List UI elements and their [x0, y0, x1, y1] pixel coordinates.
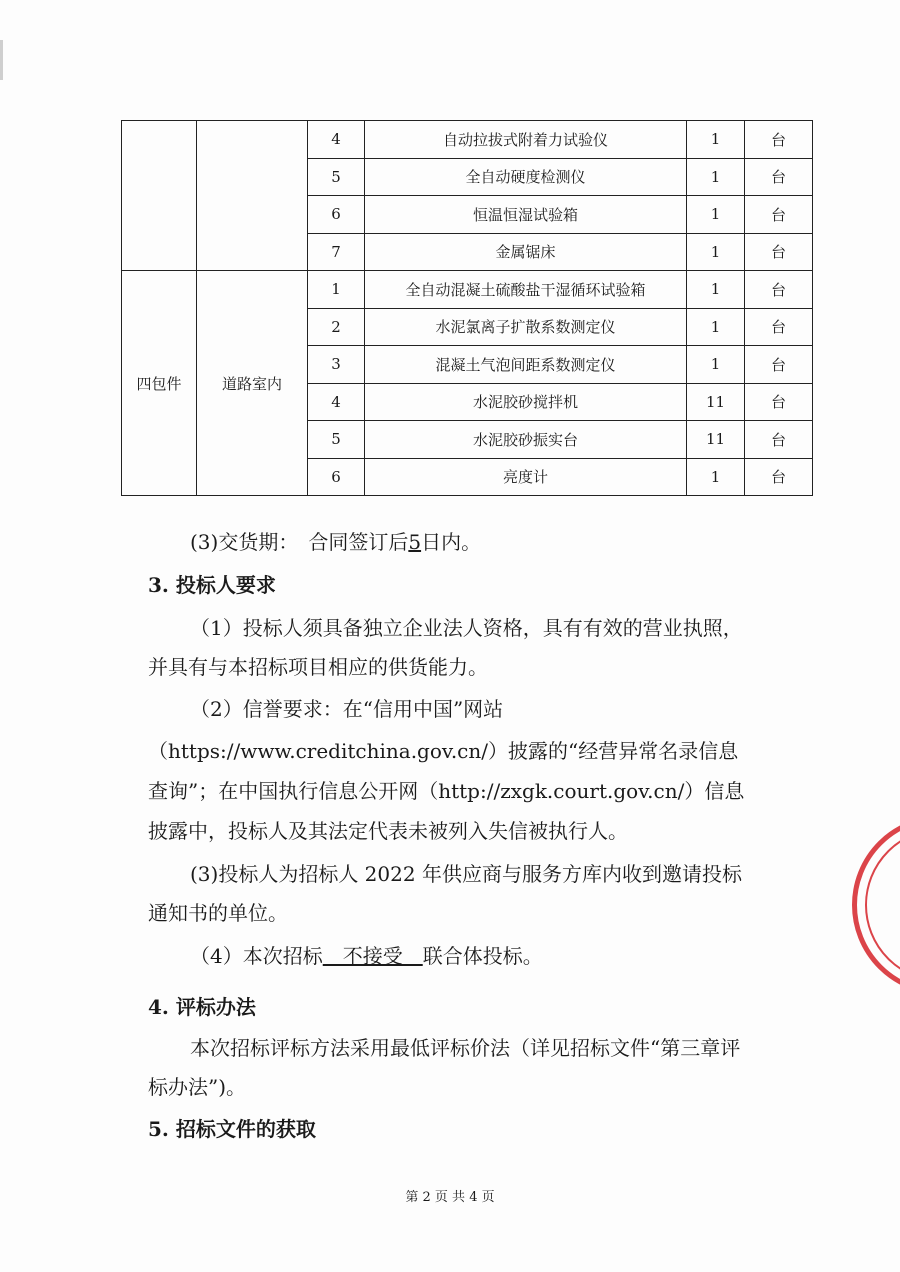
paragraph: （https://www.creditchina.gov.cn/）披露的“经营异常名录信息 — [148, 739, 739, 763]
equipment-name: 自动拉拔式附着力试验仪 — [365, 121, 687, 159]
row-index: 4 — [308, 121, 365, 159]
row-index: 3 — [308, 346, 365, 384]
quantity: 11 — [687, 383, 745, 421]
unit: 台 — [745, 121, 813, 159]
clause-suffix: 联合体投标。 — [422, 944, 543, 968]
paragraph: 并具有与本招标项目相应的供货能力。 — [148, 655, 488, 679]
unit: 台 — [745, 196, 813, 234]
row-index: 4 — [308, 383, 365, 421]
unit: 台 — [745, 308, 813, 346]
quantity: 1 — [687, 308, 745, 346]
paragraph: 本次招标评标方法采用最低评标价法（详见招标文件“第三章评 — [190, 1036, 741, 1060]
row-index: 6 — [308, 458, 365, 496]
unit: 台 — [745, 233, 813, 271]
joint-bid-clause — [190, 944, 543, 968]
row-index: 5 — [308, 158, 365, 196]
quantity: 1 — [687, 271, 745, 309]
section-4-heading: 4. 评标办法 — [148, 995, 256, 1019]
table-cell-blank — [122, 121, 197, 271]
table-row — [122, 121, 813, 159]
quantity: 1 — [687, 121, 745, 159]
delivery-period — [190, 530, 481, 554]
delivery-days: 5 — [408, 530, 422, 554]
section-5-heading: 5. 招标文件的获取 — [148, 1117, 316, 1141]
paragraph: 查询”；在中国执行信息公开网（http://zxgk.court.gov.cn/）信息 — [148, 779, 745, 803]
equipment-name: 恒温恒湿试验箱 — [365, 196, 687, 234]
row-index: 6 — [308, 196, 365, 234]
quantity: 1 — [687, 196, 745, 234]
clause-value: 不接受 — [322, 944, 423, 968]
quantity: 11 — [687, 421, 745, 459]
quantity: 1 — [687, 233, 745, 271]
unit: 台 — [745, 271, 813, 309]
section-3-heading: 3. 投标人要求 — [148, 573, 276, 597]
paragraph: 披露中，投标人及其法定代表未被列入失信被执行人。 — [148, 819, 628, 843]
row-index: 2 — [308, 308, 365, 346]
equipment-name: 水泥氯离子扩散系数测定仪 — [365, 308, 687, 346]
row-index: 5 — [308, 421, 365, 459]
quantity: 1 — [687, 158, 745, 196]
page-edge-shadow — [0, 40, 3, 80]
paragraph: (3)投标人为招标人 2022 年供应商与服务方库内收到邀请投标 — [190, 862, 742, 886]
quantity: 1 — [687, 458, 745, 496]
clause-prefix: （4）本次招标 — [190, 944, 323, 968]
equipment-name: 金属锯床 — [365, 233, 687, 271]
unit: 台 — [745, 346, 813, 384]
equipment-name: 水泥胶砂搅拌机 — [365, 383, 687, 421]
equipment-name: 亮度计 — [365, 458, 687, 496]
delivery-prefix: (3)交货期： 合同签订后 — [190, 530, 409, 554]
equipment-name: 混凝土气泡间距系数测定仪 — [365, 346, 687, 384]
equipment-name: 全自动硬度检测仪 — [365, 158, 687, 196]
row-index: 1 — [308, 271, 365, 309]
unit: 台 — [745, 158, 813, 196]
unit: 台 — [745, 458, 813, 496]
delivery-suffix: 日内。 — [421, 530, 482, 554]
row-index: 7 — [308, 233, 365, 271]
paragraph: （2）信誉要求：在“信用中国”网站 — [190, 697, 504, 721]
unit: 台 — [745, 383, 813, 421]
quantity: 1 — [687, 346, 745, 384]
unit: 台 — [745, 421, 813, 459]
equipment-table — [121, 120, 813, 496]
paragraph: （1）投标人须具备独立企业法人资格，具有有效的营业执照， — [190, 616, 743, 640]
paragraph: 标办法”)。 — [148, 1075, 247, 1099]
equipment-name: 全自动混凝土硫酸盐干湿循环试验箱 — [365, 271, 687, 309]
package-label: 四包件 — [122, 271, 197, 496]
table-row — [122, 271, 813, 309]
category-label: 道路室内 — [197, 271, 308, 496]
company-seal — [852, 815, 900, 995]
table-cell-blank — [197, 121, 308, 271]
equipment-name: 水泥胶砂振实台 — [365, 421, 687, 459]
paragraph: 通知书的单位。 — [148, 901, 288, 925]
seal-inner-ring — [865, 828, 900, 982]
page-footer: 第 2 页 共 4 页 — [405, 1190, 495, 1205]
